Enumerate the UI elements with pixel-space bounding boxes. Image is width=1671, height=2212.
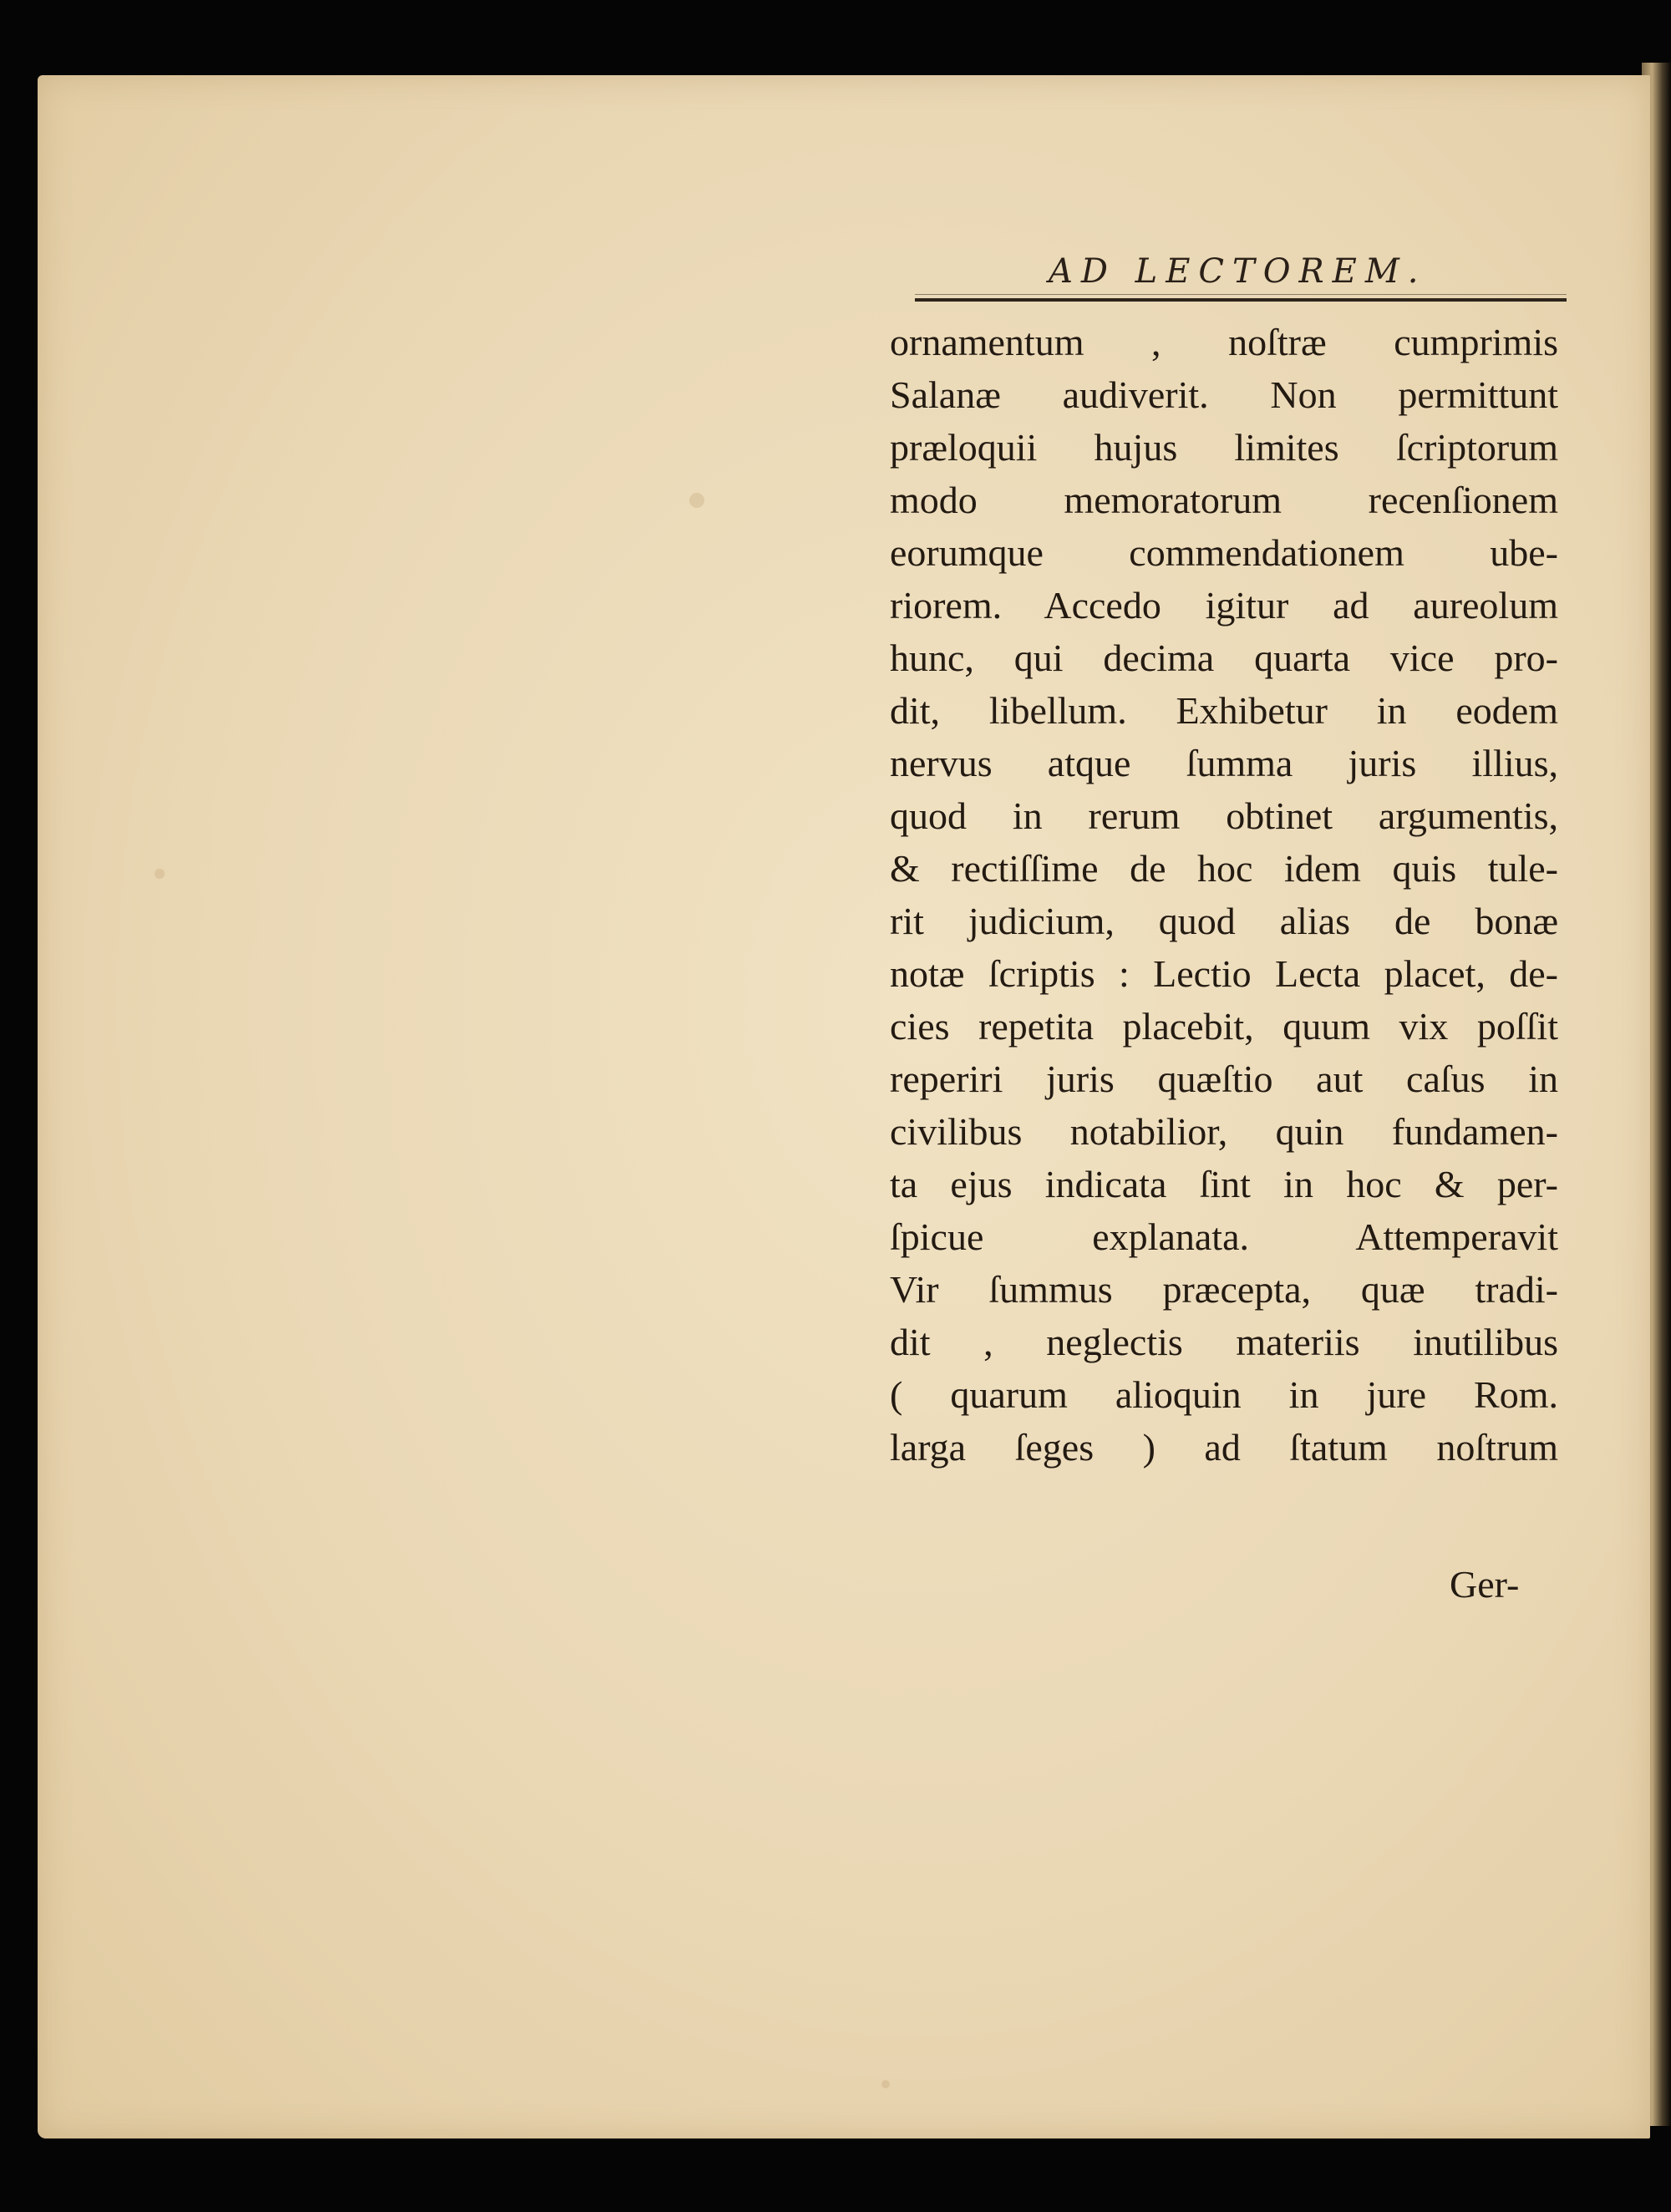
text-line: hunc, qui decima quarta vice pro- <box>890 637 1558 679</box>
text-line: larga ſeges ) ad ſtatum noſtrum <box>890 1426 1558 1469</box>
text-line: præloquii hujus limites ſcriptorum <box>890 426 1558 469</box>
text-line: reperiri juris quæſtio aut caſus in <box>890 1058 1558 1100</box>
text-line: riorem. Accedo igitur ad aureolum <box>890 584 1558 627</box>
text-line: cies repetita placebit, quum vix poſſit <box>890 1005 1558 1048</box>
header-rule <box>915 298 1567 302</box>
text-line: ornamentum , noſtræ cumprimis <box>890 321 1558 363</box>
text-line: ta ejus indicata ſint in hoc & per- <box>890 1163 1558 1205</box>
text-line: dit , neglectis materiis inutilibus <box>890 1321 1558 1363</box>
text-line: rit judicium, quod alias de bonæ <box>890 900 1558 942</box>
header-rule-thin <box>915 294 1567 295</box>
text-line: Salanæ audiverit. Non permittunt <box>890 373 1558 416</box>
text-line: Vir ſummus præcepta, quæ tradi- <box>890 1268 1558 1311</box>
text-line: & rectiſſime de hoc idem quis tule- <box>890 847 1558 890</box>
paper-spot <box>155 869 165 879</box>
text-line: modo memoratorum recenſionem <box>890 479 1558 521</box>
paper-spot <box>881 2080 890 2088</box>
text-line: civilibus notabilior, quin fundamen- <box>890 1110 1558 1153</box>
text-line: quod in rerum obtinet argumentis, <box>890 794 1558 837</box>
text-line: notæ ſcriptis : Lectio Lecta placet, de- <box>890 952 1558 995</box>
running-header: AD LECTOREM. <box>1049 252 1427 291</box>
body-text <box>890 316 1558 1474</box>
text-line: nervus atque ſumma juris illius, <box>890 742 1558 784</box>
text-line: ( quarum alioquin in jure Rom. <box>890 1373 1558 1416</box>
catchword: Ger- <box>1450 1563 1520 1606</box>
text-line: dit, libellum. Exhibetur in eodem <box>890 689 1558 732</box>
text-line: eorumque commendationem ube- <box>890 531 1558 574</box>
paper-spot <box>689 493 704 508</box>
text-line: ſpicue explanata. Attemperavit <box>890 1215 1558 1258</box>
